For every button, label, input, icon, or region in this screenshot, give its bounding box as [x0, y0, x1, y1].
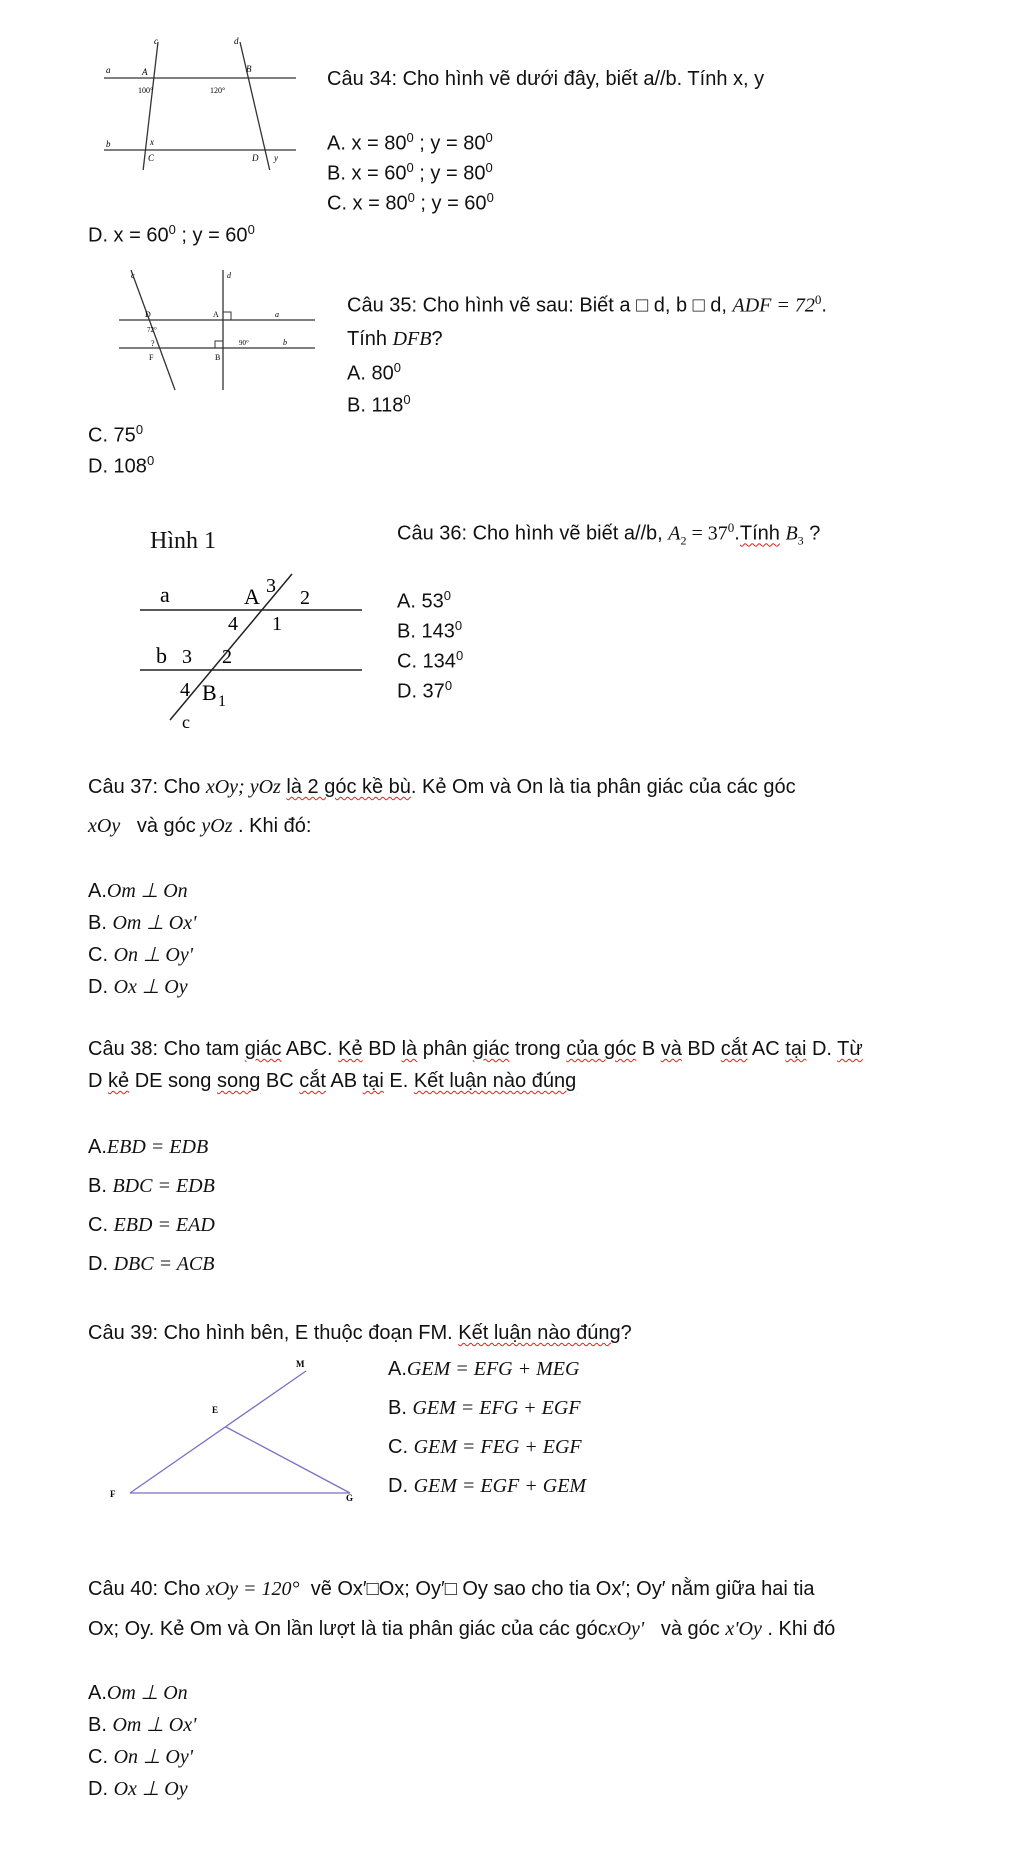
- w: và: [660, 1038, 682, 1060]
- q35-line2-text: Tính: [347, 328, 388, 350]
- q39-title-text: Câu 39: Cho hình bên, E thuộc đoạn FM.: [88, 1322, 453, 1344]
- q39-title: [88, 1322, 632, 1345]
- q38-option-a[interactable]: [88, 1136, 208, 1159]
- label-D: D: [145, 310, 151, 319]
- q40-option-b[interactable]: [88, 1712, 196, 1737]
- q37-a-label: A.: [88, 880, 107, 902]
- q37-option-a[interactable]: [88, 878, 188, 903]
- q37-pre: Câu 37: Cho: [88, 776, 201, 798]
- q39-title-wavy: Kết luận nào đúng: [458, 1322, 621, 1344]
- t: E.: [389, 1070, 409, 1092]
- q38-option-b[interactable]: [88, 1175, 215, 1198]
- angle-90: 90°: [239, 339, 249, 347]
- label-a: a: [275, 310, 279, 319]
- q40-line1: [88, 1578, 815, 1601]
- q36-a-text: A. 53: [397, 590, 444, 613]
- q37-option-c[interactable]: [88, 942, 193, 967]
- q34-option-b[interactable]: [327, 160, 493, 186]
- q37-c-label: C.: [88, 944, 108, 966]
- label-A: A: [213, 310, 219, 319]
- deg: 0: [443, 588, 451, 603]
- q36-b-text: B. 143: [397, 620, 455, 643]
- label-a: a: [160, 582, 170, 607]
- q39-c-math: GEM = FEG + EGF: [413, 1436, 582, 1458]
- t: BD: [687, 1038, 716, 1060]
- q39-option-b[interactable]: [388, 1397, 581, 1420]
- q40-pre: Câu 40: Cho: [88, 1578, 201, 1600]
- t: Câu 38: Cho tam: [88, 1038, 240, 1060]
- w: cắt: [299, 1070, 326, 1092]
- q36-math-A: A: [668, 522, 681, 545]
- deg: 0: [146, 453, 155, 468]
- q38-b-math: BDC = EDB: [112, 1175, 215, 1197]
- q40-d-math: Ox ⊥ Oy: [113, 1778, 188, 1800]
- q37-a-math: Om ⊥ On: [106, 880, 188, 902]
- t: D: [88, 1070, 103, 1092]
- label-E: E: [212, 1405, 219, 1415]
- deg: 0: [393, 360, 401, 375]
- deg: 0: [403, 392, 411, 407]
- q35-b-text: B. 118: [347, 394, 404, 417]
- q39-a-label: A.: [388, 1358, 407, 1380]
- q36-qmark: ?: [803, 522, 821, 545]
- q34-b-y: ; y = 80: [413, 162, 486, 185]
- q38-c-math: EBD = EAD: [113, 1214, 215, 1236]
- deg: 0: [406, 130, 414, 145]
- label-B: B: [215, 353, 221, 362]
- q34-option-c[interactable]: [327, 190, 494, 216]
- right-angle-top: [223, 312, 231, 320]
- q34-a-y: ; y = 80: [413, 132, 486, 155]
- segment-FM: [130, 1371, 306, 1493]
- q40-math1: xOy = 120°: [205, 1578, 300, 1600]
- w: giác: [472, 1038, 510, 1060]
- q37-math1: xOy; yOz: [205, 776, 281, 798]
- q37-d-label: D.: [88, 976, 108, 998]
- q40-option-d[interactable]: [88, 1776, 188, 1801]
- q40-a-label: A.: [88, 1682, 107, 1704]
- deg: 0: [135, 422, 144, 437]
- q36-title: [397, 520, 820, 549]
- label-b: b: [156, 643, 167, 668]
- q39-option-c[interactable]: [388, 1436, 582, 1459]
- w: cắt: [720, 1038, 748, 1060]
- q36-option-b[interactable]: [397, 618, 462, 644]
- q34-d-x: D. x = 60: [88, 224, 169, 247]
- q40-l2-math1: xOy': [607, 1618, 645, 1640]
- q35-option-d[interactable]: [88, 453, 154, 479]
- q36-option-d[interactable]: [397, 678, 452, 704]
- line-d: [240, 42, 272, 170]
- q38-a-label: A.: [88, 1136, 107, 1158]
- q35-line2: [347, 328, 443, 351]
- q37-mid: là 2 góc kề bù: [286, 776, 411, 798]
- line-c: [142, 42, 158, 170]
- q38-c-label: C.: [88, 1214, 108, 1236]
- q35-option-a[interactable]: [347, 360, 401, 386]
- angle-A4: 4: [228, 613, 238, 635]
- deg: 0: [168, 222, 176, 237]
- q40-option-c[interactable]: [88, 1744, 193, 1769]
- w: Kết luận nào đúng: [413, 1070, 577, 1092]
- w: kẻ: [108, 1070, 130, 1092]
- t: BD: [368, 1038, 396, 1060]
- label-G: G: [346, 1493, 354, 1503]
- q40-c-label: C.: [88, 1746, 108, 1768]
- t: ABC.: [285, 1038, 333, 1060]
- q35-a-text: A. 80: [347, 362, 394, 385]
- q39-option-a[interactable]: [388, 1358, 579, 1381]
- q37-post: . Kẻ Om và On là tia phân giác của các góc: [410, 776, 796, 798]
- deg: 0: [486, 190, 494, 205]
- w: Từ: [837, 1038, 863, 1060]
- w: giác: [244, 1038, 282, 1060]
- label-A: A: [244, 584, 260, 609]
- t: trong: [515, 1038, 561, 1060]
- q35-figure: [115, 262, 325, 397]
- q37-l2-post: . Khi đó:: [238, 815, 312, 837]
- q36-option-c[interactable]: [397, 648, 463, 674]
- label-F: F: [149, 353, 154, 362]
- w: là: [401, 1038, 418, 1060]
- angle-B1: 1: [218, 693, 226, 710]
- label-C: C: [148, 153, 155, 163]
- q38-line1: [88, 1038, 863, 1061]
- w: tại: [785, 1038, 807, 1060]
- label-b: b: [283, 338, 287, 347]
- label-b: b: [106, 139, 111, 149]
- q39-a-math: GEM = EFG + MEG: [406, 1358, 580, 1380]
- q35-qmark: ?: [431, 328, 443, 350]
- q36-dot: .: [734, 522, 740, 545]
- q34-figure: [100, 30, 300, 170]
- deg: 0: [485, 130, 493, 145]
- right-angle-bottom: [215, 341, 223, 348]
- label-y: y: [274, 153, 278, 163]
- q39-d-label: D.: [388, 1475, 408, 1497]
- t: phân: [422, 1038, 468, 1060]
- q40-l2-mid: và góc: [660, 1618, 720, 1640]
- deg: 0: [454, 618, 463, 633]
- deg: 0: [406, 160, 414, 175]
- q35-c-text: C. 75: [88, 424, 136, 447]
- label-M: M: [296, 1359, 305, 1369]
- q40-option-a[interactable]: [88, 1680, 188, 1705]
- q34-c-x: C. x = 80: [327, 192, 408, 215]
- label-F: F: [110, 1489, 116, 1499]
- q39-d-math: GEM = EGF + GEM: [413, 1475, 587, 1497]
- q38-option-d[interactable]: [88, 1253, 214, 1276]
- q38-d-label: D.: [88, 1253, 108, 1275]
- w: tại: [362, 1070, 384, 1092]
- q35-title-math: ADF = 72: [732, 294, 815, 317]
- q36-option-a[interactable]: [397, 588, 451, 614]
- angle-A1: 1: [272, 613, 282, 635]
- q35-line2-math: DFB: [392, 328, 432, 350]
- q34-b-x: B. x = 60: [327, 162, 407, 185]
- angle-120: 120°: [210, 86, 226, 95]
- q38-option-c[interactable]: [88, 1214, 215, 1237]
- q34-option-d[interactable]: [88, 222, 255, 248]
- q40-d-label: D.: [88, 1778, 108, 1800]
- label-a: a: [106, 65, 111, 75]
- q40-a-math: Om ⊥ On: [106, 1682, 188, 1704]
- q37-l2-mid: và góc: [136, 815, 196, 837]
- q37-line1: [88, 776, 796, 799]
- q35-d-text: D. 108: [88, 455, 147, 478]
- t: AB: [330, 1070, 358, 1092]
- q34-d-y: ; y = 60: [175, 224, 248, 247]
- q37-d-math: Ox ⊥ Oy: [113, 976, 188, 998]
- angle-unknown: ?: [151, 339, 155, 348]
- q37-b-label: B.: [88, 912, 107, 934]
- angle-B2: 2: [222, 646, 232, 668]
- q38-line2: [88, 1070, 576, 1093]
- q34-title: Câu 34: Cho hình vẽ dưới đây, biết a//b. Tính x, y: [327, 68, 765, 90]
- label-x: x: [150, 137, 154, 147]
- q36-math-B: B: [785, 522, 798, 545]
- label-B: B: [246, 64, 252, 74]
- q34-option-a[interactable]: [327, 130, 493, 156]
- q35-option-c[interactable]: [88, 422, 143, 448]
- q39-figure: [108, 1355, 368, 1505]
- label-c: c: [182, 712, 190, 732]
- q37-option-d[interactable]: [88, 974, 188, 999]
- angle-72: 72°: [147, 326, 157, 334]
- segment-EG: [226, 1427, 350, 1493]
- q35-option-b[interactable]: [347, 392, 411, 418]
- t: D.: [811, 1038, 832, 1060]
- t: DE song: [134, 1070, 212, 1092]
- t: BC: [265, 1070, 294, 1092]
- deg: 0: [455, 648, 464, 663]
- q36-c-text: C. 134: [397, 650, 456, 673]
- q36-sub3: 3: [797, 533, 804, 548]
- label-B: B: [202, 680, 217, 705]
- angle-A2: 2: [300, 587, 310, 609]
- w: song: [216, 1070, 261, 1092]
- q36-tinh: Tính: [739, 522, 780, 545]
- q36-d-text: D. 37: [397, 680, 445, 703]
- angle-100: 100°: [138, 86, 154, 95]
- angle-A3: 3: [266, 575, 276, 597]
- q39-qmark: ?: [620, 1322, 632, 1344]
- q36-figure-title: Hình 1: [150, 528, 216, 554]
- q38-d-math: DBC = ACB: [113, 1253, 215, 1275]
- q36-title-text: Câu 36: Cho hình vẽ biết a//b,: [397, 522, 663, 545]
- q36-figure: [140, 560, 380, 740]
- deg: 0: [727, 520, 735, 535]
- q35-title-text: Câu 35: Cho hình vẽ sau: Biết a □ d, b □ d,: [347, 294, 727, 317]
- deg: 0: [485, 160, 493, 175]
- q40-c-math: On ⊥ Oy': [113, 1746, 194, 1768]
- deg: 0: [444, 678, 453, 693]
- q40-l2-math2: x'Oy: [725, 1618, 762, 1640]
- q37-l2-math1: xOy: [88, 815, 121, 837]
- q40-b-label: B.: [88, 1714, 107, 1736]
- label-c: c: [154, 36, 158, 46]
- q40-line2: [88, 1618, 835, 1641]
- q37-b-math: Om ⊥ Ox': [112, 912, 197, 934]
- w: Kẻ: [338, 1038, 363, 1060]
- q40-l2-post: . Khi đó: [767, 1618, 836, 1640]
- q35-title: Câu 35: Cho hình vẽ sau: Biết a □ d, b □ d, ADF = $72^0$.: [347, 292, 827, 317]
- q37-line2: [88, 815, 311, 838]
- q37-l2-math2: yOz: [201, 815, 233, 837]
- q34-a-x: A. x = 80: [327, 132, 407, 155]
- label-d: d: [234, 36, 239, 46]
- label-d: d: [227, 271, 231, 280]
- q39-option-d[interactable]: [388, 1475, 586, 1498]
- q37-option-b[interactable]: [88, 910, 196, 935]
- deg: 0: [814, 292, 822, 307]
- q37-c-math: On ⊥ Oy': [113, 944, 194, 966]
- angle-B3: 3: [182, 646, 192, 668]
- q36-eq: = 37: [686, 522, 728, 545]
- t: AC: [751, 1038, 780, 1060]
- w: của góc: [566, 1038, 637, 1060]
- label-D: D: [252, 153, 259, 163]
- q36-sub2: 2: [680, 533, 687, 548]
- deg: 0: [247, 222, 255, 237]
- deg: 0: [407, 190, 415, 205]
- angle-B4: 4: [180, 679, 190, 701]
- q40-l2-pre: Ox; Oy. Kẻ Om và On lần lượt là tia phân giác của các góc: [88, 1618, 608, 1640]
- q39-b-label: B.: [388, 1397, 407, 1419]
- q34-c-y: ; y = 60: [414, 192, 487, 215]
- q38-b-label: B.: [88, 1175, 107, 1197]
- label-A: A: [142, 67, 148, 77]
- t: B: [641, 1038, 656, 1060]
- q39-c-label: C.: [388, 1436, 408, 1458]
- label-c: c: [131, 271, 135, 280]
- q40-b-math: Om ⊥ Ox': [112, 1714, 197, 1736]
- q39-b-math: GEM = EFG + EGF: [412, 1397, 581, 1419]
- q40-post: vẽ Ox′□Ox; Oy′□ Oy sao cho tia Ox′; Oy′ nằm giữa hai tia: [310, 1578, 815, 1600]
- q38-a-math: EBD = EDB: [106, 1136, 209, 1158]
